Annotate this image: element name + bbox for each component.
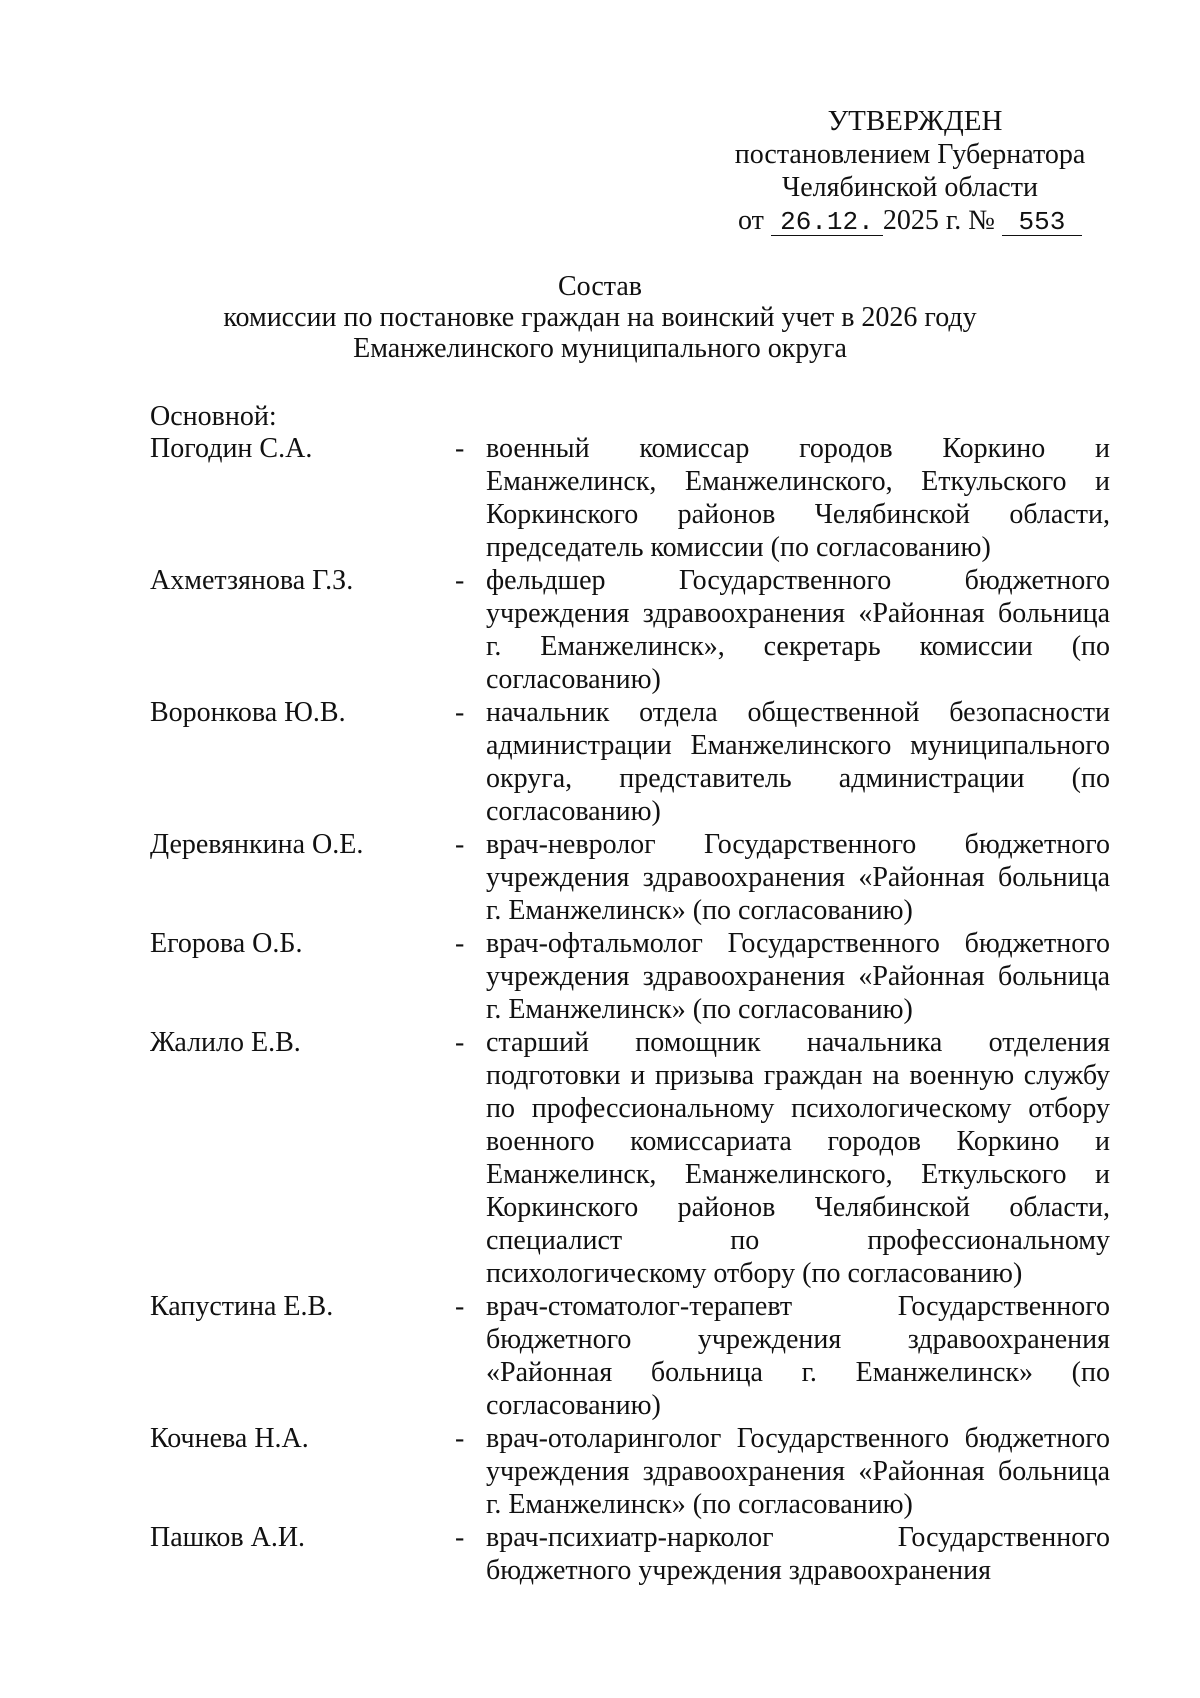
member-row: [150, 696, 1110, 828]
member-dash: -: [455, 1291, 465, 1322]
member-role: начальник отдела общественной безопасности администрации Еманжелинского муниципального округа, представитель администрации (по согласованию): [486, 697, 1110, 827]
member-row: [150, 432, 1110, 564]
member-role: врач-отоларинголог Государственного бюджетного учреждения здравоохранения «Районная больница г. Еманжелинск» (по согласованию): [486, 1423, 1110, 1520]
approval-line-1: постановлением Губернатора: [734, 139, 1086, 170]
member-name: Ахметзянова Г.З.: [150, 565, 354, 596]
member-dash: -: [455, 433, 465, 464]
member-role: врач-психиатр-нарколог Государственного бюджетного учреждения здравоохранения: [486, 1522, 1110, 1586]
member-role: врач-стоматолог-терапевт Государственного бюджетного учреждения здравоохранения «Районная больница г. Еманжелинск» (по согласованию): [486, 1291, 1110, 1421]
member-row: [150, 1026, 1110, 1290]
member-name: Воронкова Ю.В.: [150, 697, 346, 728]
member-role: старший помощник начальника отделения подготовки и призыва граждан на военную службу по профессиональному психологическому отбору военного комиссариата городов Коркино и Еманжелинск, Еманжелинского, Еткульского и Коркинского районов Челябинской области, специалист по профессиональному психологическому отбору (по согласованию): [486, 1027, 1110, 1289]
member-dash: -: [455, 928, 465, 959]
member-role: фельдшер Государственного бюджетного учреждения здравоохранения «Районная больница г. Еманжелинск», секретарь комиссии (по согласованию): [486, 565, 1110, 695]
member-dash: -: [455, 1522, 465, 1553]
member-row: [150, 828, 1110, 927]
member-name: Егорова О.Б.: [150, 928, 303, 959]
members-list: [150, 432, 1110, 1587]
member-dash: -: [455, 1027, 465, 1058]
date-prefix: от: [738, 205, 764, 236]
member-row: [150, 564, 1110, 696]
member-dash: -: [455, 565, 465, 596]
member-row: [150, 1290, 1110, 1422]
document-subtitle-2: Еманжелинского муниципального округа: [353, 333, 847, 364]
document-number: 553: [1002, 209, 1082, 236]
year-text: 2025 г. №: [882, 205, 995, 236]
member-dash: -: [455, 697, 465, 728]
member-dash: -: [455, 1423, 465, 1454]
approval-title: УТВЕРЖДЕН: [827, 105, 1003, 137]
member-name: Пашков А.И.: [150, 1522, 306, 1553]
member-name: Погодин С.А.: [150, 433, 313, 464]
member-name: Капустина Е.В.: [150, 1291, 334, 1322]
document-subtitle-1: комиссии по постановке граждан на воинский учет в 2026 году: [223, 302, 977, 333]
member-dash: -: [455, 829, 465, 860]
section-label: Основной:: [150, 401, 277, 432]
date-value: 26.12.: [771, 209, 883, 236]
document-title-block: [150, 271, 1050, 364]
member-role: военный комиссар городов Коркино и Еманжелинск, Еманжелинского, Еткульского и Коркинского районов Челябинской области, председатель комиссии (по согласованию): [486, 433, 1110, 563]
member-name: Кочнева Н.А.: [150, 1423, 309, 1454]
member-row: [150, 1422, 1110, 1521]
member-row: [150, 927, 1110, 1026]
approval-line-2: Челябинской области: [782, 172, 1038, 203]
member-role: врач-офтальмолог Государственного бюджетного учреждения здравоохранения «Районная больница г. Еманжелинск» (по согласованию): [486, 928, 1110, 1025]
member-row: [150, 1521, 1110, 1587]
document-heading: Состав: [557, 271, 643, 302]
approval-date-line: [720, 204, 1100, 237]
member-name: Деревянкина О.Е.: [150, 829, 364, 860]
approval-stamp: [720, 104, 1100, 237]
member-name: Жалило Е.В.: [150, 1027, 301, 1058]
member-role: врач-невролог Государственного бюджетного учреждения здравоохранения «Районная больница г. Еманжелинск» (по согласованию): [486, 829, 1110, 926]
